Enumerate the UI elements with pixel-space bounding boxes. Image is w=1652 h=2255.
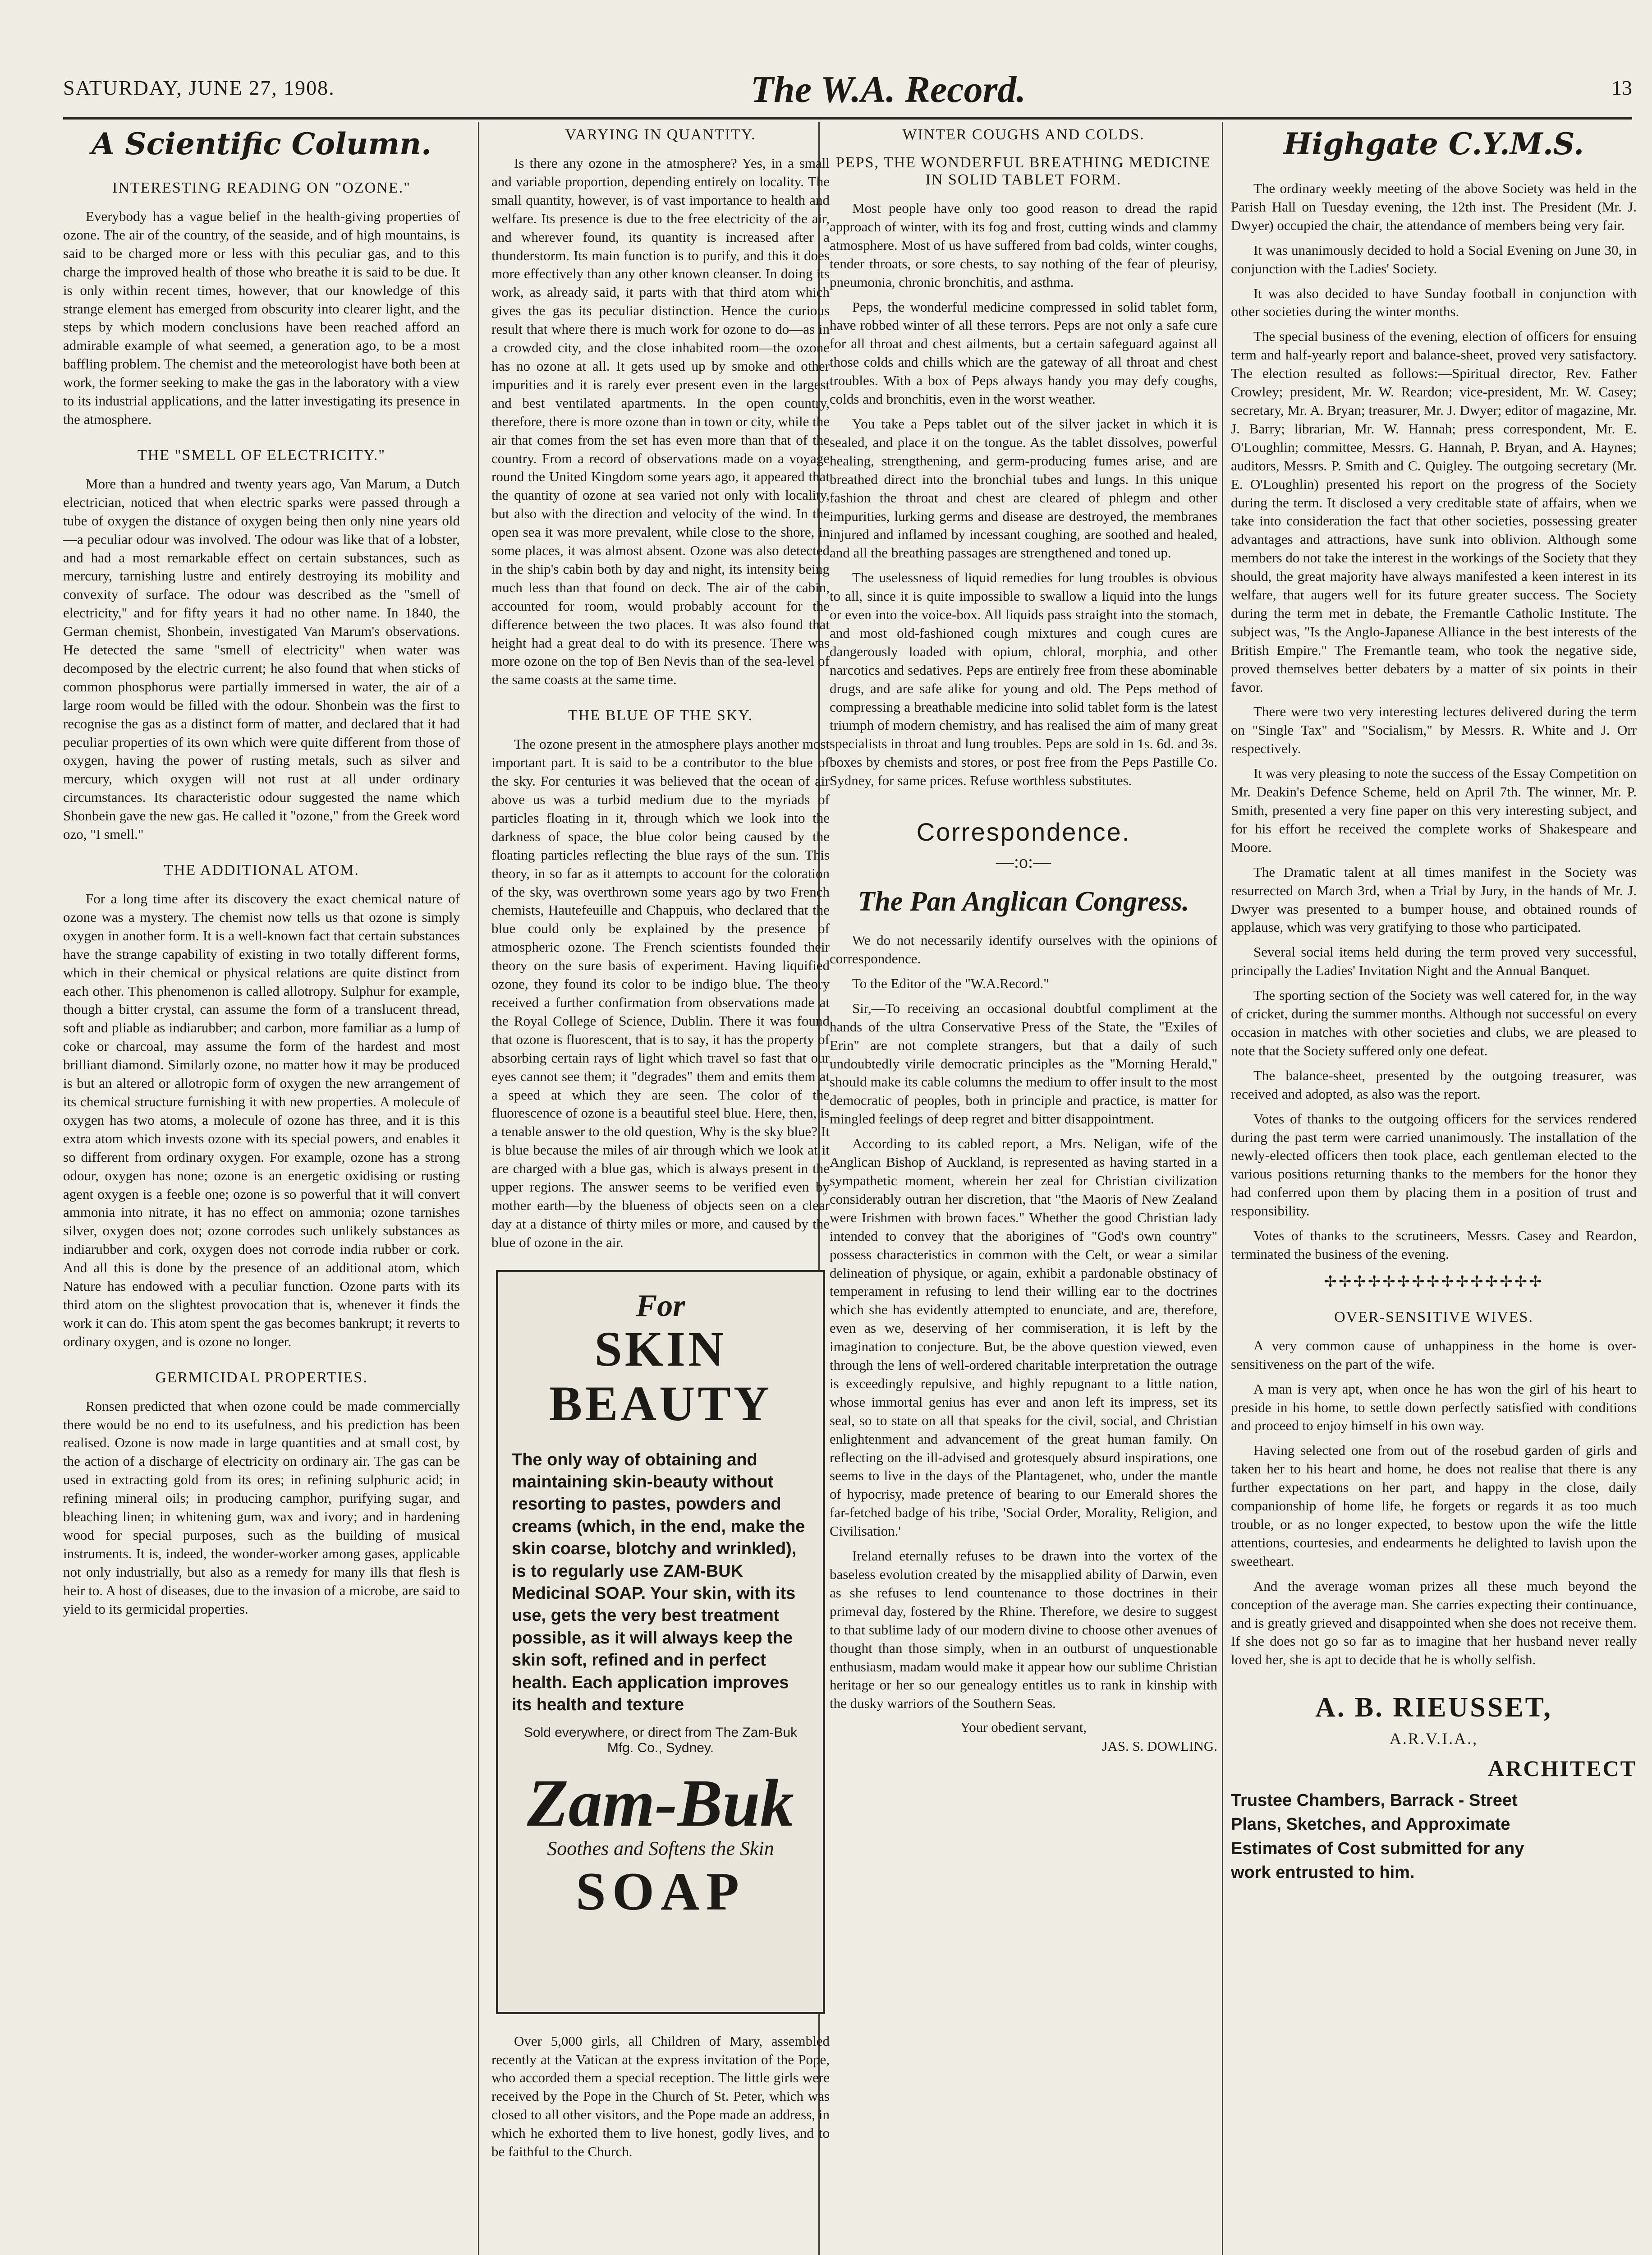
article-paragraph: More than a hundred and twenty years ago, Van Marum, a Dutch electrician, noticed that when electric sparks were passed through a tube of oxygen the distance of oxygen being then only nine years old—a peculiar odour was involved. The odour was like that of a lobster, and had a most remarkable effect on certain substances, such as mercury, tarnishing lustre and entirely destroying its mobility and convexity of surface. The odour was described as the "smell of electricity," and for fifty years it had no other name. In 1840, the German chemist, Shonbein, investigated Van Marum's observations. He detected the same "smell of electricity" when water was decomposed by the electric current; he also found that when sticks of common phosphorus were partially immersed in water, the air of a large room would be filled with the odour. Shonbein was the first to recognise the gas as a distinct form of matter, and declared that it had peculiar properties of its own which were quite different from those of oxygen, having the power of rusting metals, such as silver and mercury, which oxygen will not rust at all under ordinary circumstances. Its characteristic odour suggested the name which Shonbein gave the new gas. He called it "ozone," from the Greek word ozo, "I smell."	[63, 475, 460, 842]
article-paragraph: It was also decided to have Sunday football in conjunction with other societies during the winter months.	[1231, 285, 1637, 320]
ornament-divider: ✢✢✢✢✢✢✢✢✢✢✢✢✢✢✢	[1324, 1273, 1544, 1290]
column-rule	[1222, 122, 1223, 2255]
zambuk-advertisement	[496, 1270, 825, 2014]
article-paragraph: Ronsen predicted that when ozone could be made commercially there would be no end to its usefulness, and his prediction has been realised. Ozone is now made in large quantities and at small cost, by the action of a discharge of electricity on ordinary air. The gas can be used in extracting gold from its ores; in refining sulphuric acid; in refining mineral oils; in producing camphor, purifying sugar, and bleaching linen; in whitening gum, wax and ivory; and in hardening wood for special purposes, such as the building of musical instruments. It is, indeed, the wonder-worker among gases, applicable not only industrially, but also as a remedy for many ills that flesh is heir to. A host of diseases, due to the invasion of a microbe, are said to yield to its germicidal properties.	[63, 1398, 460, 1617]
page-number: 13	[1611, 76, 1632, 99]
article-paragraph: The special business of the evening, election of officers for ensuing term and half-yearly report and balance-sheet, proved very satisfactory. The election resulted as follows:—Spiritual director, Rev. Father Crowley; president, Mr. W. Reardon; vice-president, Mr. W. Casey; secretary, Mr. A. Bryan; treasurer, Mr. J. Dwyer; editor of magazine, Mr. J. Barry; librarian, Mr. W. Hannah; press correspondent, Mr. E. O'Loughlin; committee, Messrs. G. Hannah, P. Bryan, and A. Haynes; auditors, Messrs. P. Smith and C. Quigley. The outgoing secretary (Mr. E. O'Loughlin) presented his report on the progress of the Society during the term. It disclosed a very creditable state of affairs, when we take into consideration the fact that other societies, possessing greater advantages and attractions, have sunk into oblivion. Although some members do not take the interest in the workings of the Society that they should, the great majority have always manifested a keen interest in its welfare, that augers well for its future greater success. The Society during the term met in debate, the Fremantle Catholic Institute. The subject was, "Is the Anglo-Japanese Alliance in the best interests of the British Empire." The Fremantle team, who took the negative side, proved themselves better debaters by a matter of six points in their favor.	[1231, 328, 1637, 695]
masthead-title: The W.A. Record.	[750, 69, 1026, 110]
article-paragraph: The sporting section of the Society was well catered for, in the way of cricket, during the summer months. Although not successful on every occasion in matches with other societies and clubs, we are pleased to note that the Society suffered only one defeat.	[1231, 987, 1637, 1058]
article-paragraph: The ordinary weekly meeting of the above Society was held in the Parish Hall on Tuesday evening, the 12th inst. The President (Mr. J. Dwyer) occupied the chair, the attendance of members being very fair.	[1231, 180, 1637, 233]
article-paragraph: A man is very apt, when once he has won the girl of his heart to preside in his home, to settle down perfectly satisfied with conditions and proceed to enjoy himself in his own way.	[1231, 1381, 1637, 1434]
architect-closing: work entrusted to him.	[1231, 1863, 1415, 1882]
article-subheading: VARYING IN QUANTITY.	[565, 126, 756, 143]
column-ozone-continued	[491, 126, 830, 2255]
article-paragraph: The uselessness of liquid remedies for lung troubles is obvious to all, since it is quite impossible to swallow a liquid into the lungs or even into the voice-box. All liquids pass straight into the stomach, and most old-fashioned cough mixtures and cough cures are dangerously loaded with opium, chloral, morphia, and other narcotics and sedatives. Peps are entirely free from these abominable drugs, and are safe alike for young and old. The Peps method of compressing a breathable medicine into solid tablet form is the latest triumph of modern chemistry, and has realised the aim of many great specialists in throat and lung troubles. Peps are sold in 1s. 6d. and 3s. boxes by chemists and stores, or post free from the Peps Pastille Co. Sydney, for same prices. Refuse worthless substitutes.	[830, 570, 1217, 789]
article-paragraph: Votes of thanks to the scrutineers, Messrs. Casey and Reardon, terminated the business of the evening.	[1231, 1228, 1637, 1262]
column-rule	[478, 122, 479, 2255]
article-paragraph: Peps, the wonderful medicine compressed in solid tablet form, have robbed winter of all these terrors. Peps are not only a safe cure for all throat and chest ailments, but a certain safeguard against all those colds and chills which are the gateway of all throat and chest troubles. With a box of Peps always handy you may defy coughs, colds and bronchitis, even in the worst weather.	[830, 299, 1217, 407]
letter-signature: JAS. S. DOWLING.	[1102, 1738, 1217, 1754]
article-paragraph: There were two very interesting lectures delivered during the term on "Single Tax" and "Socialism," by Messrs. R. White and J. Orr respectively.	[1231, 704, 1637, 757]
article-paragraph: According to its cabled report, a Mrs. Neligan, wife of the Anglican Bishop of Auckland, is represented as having started in a sympathetic moment, wherein her zeal for Christian civilization considerably outran her discretion, that "the Maoris of New Zealand were Irishmen with brown faces." Whether the good Christian lady intended to convey that the aborigines of "God's own country" possess characteristics in common with the Celt, or wear a similar delineation of physique, or again, exhibit a pardonable obstinacy of temperament in refusing to lend their willing ear to the doctrines which she has evidently attempted to enunciate, and are, therefore, even as we, deserving of her commiseration, it is left by the imagination to conjecture. But, be the above question viewed, even through the lens of well-ordered charitable interpretation the outrage is exceedingly repulsive, and highly repugnant to a little nation, whose immortal genius has ever and anon left its impress, set its seal, so to state on all that speaks for the civil, social, and Christian enlightenment and advancement of the great human family. On reflecting on the ill-advised and grotesquely absurd inspirations, one seems to live in the days of the Plantagenet, who, under the mantle of hypocrisy, made pretence of bearing to our Emerald shores the far-fetched badge of his tribe, 'Social Order, Morality, Religion, and Civilisation.'	[830, 1136, 1217, 1539]
ad-soap-label: SOAP	[575, 1861, 746, 1922]
article-subheading: INTERESTING READING ON "OZONE."	[112, 179, 411, 196]
column-cyms	[1231, 126, 1637, 2255]
ad-body-text: The only way of obtaining and maintaining skin-beauty without resorting to pastes, powders and creams (which, in the end, make the skin coarse, blotchy and wrinkled), is to regularly use ZAM-BUK Medicinal SOAP. Your skin, with its use, gets the very best treatment possible, as it will always keep the skin soft, refined and in perfect health. Each application improves its health and texture	[512, 1450, 805, 1714]
article-paragraph: Everybody has a vague belief in the health-giving properties of ozone. The air of the country, of the seaside, and of high mountains, is said to be charged more or less with this peculiar gas, and to this charge the improved health of those who breathe it is said to be due. It is only within recent times, however, that our knowledge of this strange element has emerged from obscurity into clearer light, and the steps by which modern conclusions have been reached afford an admirable example of what seemed, a generation ago, to be a most baffling problem. The chemist and the meteorologist have both been at work, the former seeking to make the gas in the laboratory with a view to its industrial applications, and the latter investigating its presence in the atmosphere.	[63, 208, 460, 427]
ad-slogan: Soothes and Softens the Skin	[547, 1837, 774, 1860]
article-paragraph: Votes of thanks to the outgoing officers for the services rendered during the past term were carried unanimously. The installation of the newly-elected officers then took place, each gentleman elected to the various positions returning thanks to the members for the honor they had conferred upon them by placing them in a position of trust and responsibility.	[1231, 1110, 1637, 1219]
article-paragraph: Most people have only too good reason to dread the rapid approach of winter, with its fog and frost, cutting winds and clammy atmosphere. Most of us have suffered from bad colds, winter coughs, tender throats, or sore chests, to say nothing of the fear of pleurisy, pneumonia, chronic bronchitis, and asthma.	[830, 200, 1217, 290]
ad-headline-for: For	[636, 1288, 685, 1323]
article-paragraph: Having selected one from out of the rosebud garden of girls and taken her to his heart and home, he does not realise that there is any further expectations on her part, and happy in the close, daily companionship of home life, he forgets or regards it as too much trouble, or as no longer expected, to bestow upon the wife the little attentions, courtesies, and endearments he delighted to lavish upon the sweetheart.	[1231, 1442, 1637, 1569]
architect-estimates: Estimates of Cost submitted for any	[1231, 1839, 1524, 1858]
article-subheading: PEPS, THE WONDERFUL BREATHING MEDICINE IN SOLID TABLET FORM.	[836, 154, 1211, 188]
article-paragraph: It was very pleasing to note the success of the Essay Competition on Mr. Deakin's Defence Scheme, held on April 7th. The winner, Mr. P. Smith, presented a very fine paper on this very interesting subject, and for his effort he received the complete works of Shakespeare and Moore.	[1231, 765, 1637, 855]
article-subheading: OVER-SENSITIVE WIVES.	[1334, 1308, 1533, 1325]
architect-advertisement	[1231, 1692, 1637, 1885]
article-paragraph: Ireland eternally refuses to be drawn into the vortex of the baseless evolution created by the misapplied ability of Darwin, even as she refuses to lend countenance to those doctrines in their primeval day, fostered by the Rhine. Therefore, we desire to suggest to that sublime lady of our modern divine to choose other avenues of thought than those simply, when in an outburst of unquestionable enthusiasm, madam would make it appear how our sublime Christian heritage or her so our genealogy entitles us to rank in kinship with the dusky warriors of the Southern Seas.	[830, 1548, 1217, 1712]
article-paragraph: The Dramatic talent at all times manifest in the Society was resurrected on March 3rd, when a Trial by Jury, in the hands of Mr. J. Dwyer was presented to a bumper house, and obtained rounds of applause, which was very gratifying to those who participated.	[1231, 864, 1637, 935]
article-subheading: THE ADDITIONAL ATOM.	[164, 862, 359, 879]
masthead	[63, 68, 1632, 120]
masthead-date: SATURDAY, JUNE 27, 1908.	[63, 76, 335, 99]
letter-heading: The Pan Anglican Congress.	[858, 886, 1189, 917]
architect-credentials: A.R.V.I.A.,	[1389, 1730, 1478, 1748]
ad-headline: SKIN BEAUTY	[549, 1321, 772, 1431]
column-scientific	[63, 126, 460, 2255]
article-paragraph: It was unanimously decided to hold a Social Evening on June 30, in conjunction with the Ladies' Society.	[1231, 242, 1637, 276]
article-paragraph: Over 5,000 girls, all Children of Mary, assembled recently at the Vatican at the express invitation of the Pope, who accorded them a special reception. The little girls were received by the Pope in the Church of St. Peter, which was closed to all other visitors, and the Pope made an address, in which he exhorted them to live honest, godly lives, and to be faithful to the Church.	[491, 2033, 830, 2160]
architect-title: ARCHITECT	[1488, 1756, 1637, 1781]
article-subheading: THE "SMELL OF ELECTRICITY."	[137, 446, 386, 464]
ad-brand-logo: Zam-Buk	[527, 1766, 794, 1841]
architect-services: Plans, Sketches, and Approximate	[1231, 1815, 1510, 1834]
article-paragraph: Is there any ozone in the atmosphere? Yes, in a small and variable proportion, depending entirely on locality. The small quantity, however, is of vast importance to health and welfare. Its presence is due to the free electricity of the air, and wherever found, its quantity is increased after a thunderstorm. Its main function is to purify, and this it does more effectively than any other known cleanser. In doing its work, as already said, it parts with that third atom which gives the gas its peculiar distinction. Hence the curious result that where there is much work for ozone to do—as in a crowded city, and the close inhabited room—the ozone has no ozone at all. It gets used up by smoke and other impurities and it is rarely ever present even in the largest and best ventilated apartments. In the open country, therefore, there is more ozone than in town or city, while the air that comes from the set has even more than that of the country. From a record of observations made on a voyage round the United Kingdom some years ago, it appeared that the quantity of ozone at sea varied not only with locality, but also with the direction and velocity of the wind. In the open sea it was more prevalent, while close to the shore, in some places, it was almost absent. Ozone was also detected in the ship's cabin both by day and night, its intensity being much less than that found on deck. The air of the cabin, accounted for room, would probably account for the difference between the two places. It was also found that height had a great deal to do with its presence. There was more ozone on the top of Ben Nevis than of the sea-level of the same coasts at the same time.	[491, 155, 830, 688]
article-paragraph: And the average woman prizes all these much beyond the conception of the average man. She carries expecting their continuance, and is greatly grieved and disappointed when she does not receive them. If she does not go so far as to imagine that her husband never really loved her, she is apt to decide that he is wholly selfish.	[1231, 1578, 1637, 1668]
article-paragraph: You take a Peps tablet out of the silver jacket in which it is sealed, and place it on the tongue. As the tablet dissolves, powerful healing, strengthening, and germ-producing fumes arise, and are breathed direct into the bronchial tubes and lungs. In this unique fashion the throat and chest are cleared of phlegm and other impurities, lurking germs and disease are destroyed, the membranes injured and inflamed by incessant coughing, are soothed and healed, and all the breathing passages are strengthened and toned up.	[830, 415, 1217, 561]
letter-closing: Your obedient servant,	[960, 1719, 1087, 1735]
letter-salutation: To the Editor of the "W.A.Record."	[852, 975, 1049, 991]
correspondence-heading: Correspondence.	[916, 818, 1131, 847]
architect-name: A. B. RIEUSSET,	[1315, 1692, 1552, 1723]
article-subheading: WINTER COUGHS AND COLDS.	[902, 126, 1145, 143]
article-paragraph: A very common cause of unhappiness in the home is over-sensitiveness on the part of the wife.	[1231, 1337, 1637, 1372]
article-subheading: THE BLUE OF THE SKY.	[568, 707, 753, 724]
article-paragraph: We do not necessarily identify ourselves with the opinions of correspondence.	[830, 932, 1217, 966]
architect-address: Trustee Chambers, Barrack - Street	[1231, 1791, 1518, 1810]
section-heading: A Scientific Column.	[91, 126, 432, 161]
article-paragraph: For a long time after its discovery the exact chemical nature of ozone was a mystery. The chemist now tells us that ozone is simply oxygen in another form. It is a well-known fact that certain substances have the strange capability of existing in two totally different forms, which in their chemical or physical relations are quite distinct from each other. This phenomenon is called allotropy. Sulphur for example, though a bitter crystal, can assume the form of a translucent thread, soft and pliable as indiarubber; and carbon, more familiar as a lump of coke or charcoal, may assume the form of the hardest and most brilliant diamond. Similarly ozone, no matter how it may be produced is but an altered or allotropic form of oxygen the new arrangement of its chemical structure furnishing it with new properties. A molecule of oxygen has two atoms, a molecule of ozone has three, and it is this extra atom which invests ozone with its special powers, and enables it so different from ordinary oxygen. For example, ozone has a strong odour, oxygen has none; ozone is an energetic oxidising or rusting agent oxygen is a feeble one; ozone is so powerful that it will convert ammonia into nitrate, it has no effect on ammonia; ozone tarnishes silver, oxygen does not; ozone corrodes such unlikely substances as indiarubber and cork, oxygen does not corrode india rubber or cork. And all this is done by the presence of an additional atom, which Nature has endowed with a peculiar function. Ozone parts with its third atom on the slightest provocation that is, whenever it finds the work it can do. This atom spent the gas becomes bankrupt; it reverts to ordinary oxygen, and is ozone no longer.	[63, 891, 460, 1349]
article-subheading: GERMICIDAL PROPERTIES.	[155, 1369, 368, 1386]
article-paragraph: Several social items held during the term proved very successful, principally the Ladies' Invitation Night and the Annual Banquet.	[1231, 944, 1637, 979]
ornament-divider: —:o:—	[996, 851, 1051, 872]
column-peps-correspondence	[830, 126, 1217, 2255]
article-paragraph: The ozone present in the atmosphere plays another most important part. It is said to be a contributor to the blue of the sky. For centuries it was believed that the ocean of air above us was a turbid medium due to the myriads of particles floating in it, through which we look into the darkness of space, the blue color being caused by the floating particles reflecting the blue rays of the sun. This theory, in so far as it attempts to account for the coloration of the sky, was overthrown some years ago by two French chemists, Hautefeuille and Chappuis, who declared that the blue could only be explained by the presence of atmospheric ozone. The French scientists founded their theory on the sure basis of experiment. Having liquified ozone, they found its color to be indigo blue. The theory received a further confirmation from observations made at the Royal College of Science, Dublin. There it was found that ozone is fluorescent, that is to say, it has the property of absorbing certain rays of light which travel so fast that our eyes cannot see them; it "degrades" them and emits them at a speed at which they are seen. The color of the fluorescence of ozone is a beautiful steel blue. Here, then, is a tenable answer to the old question, Why is the sky blue? It is blue because the miles of air through which we look at it are charged with a blue gas, which is always present in the upper regions. The answer seems to be verified even by mother earth—by the blueness of objects seen on a clear day at a distance of thirty miles or more, and caused by the blue of ozone in the air.	[491, 736, 830, 1250]
article-paragraph: The balance-sheet, presented by the outgoing treasurer, was received and adopted, as also was the report.	[1231, 1067, 1637, 1102]
ad-small-print: Sold everywhere, or direct from The Zam-Buk Mfg. Co., Sydney.	[523, 1725, 798, 1756]
article-paragraph: Sir,—To receiving an occasional doubtful compliment at the hands of the ultra Conservative Press of the State, the "Exiles of Erin" are not complete strangers, but that a daily of such undoubtedly virile democratic principles as the "Morning Herald," should make its cable columns the medium to offer insult to the most democratic of peoples, both in principle and practice, is matter for mingled feelings of deep regret and bitter disappointment.	[830, 1000, 1217, 1127]
section-heading: Highgate C.Y.M.S.	[1283, 126, 1584, 161]
